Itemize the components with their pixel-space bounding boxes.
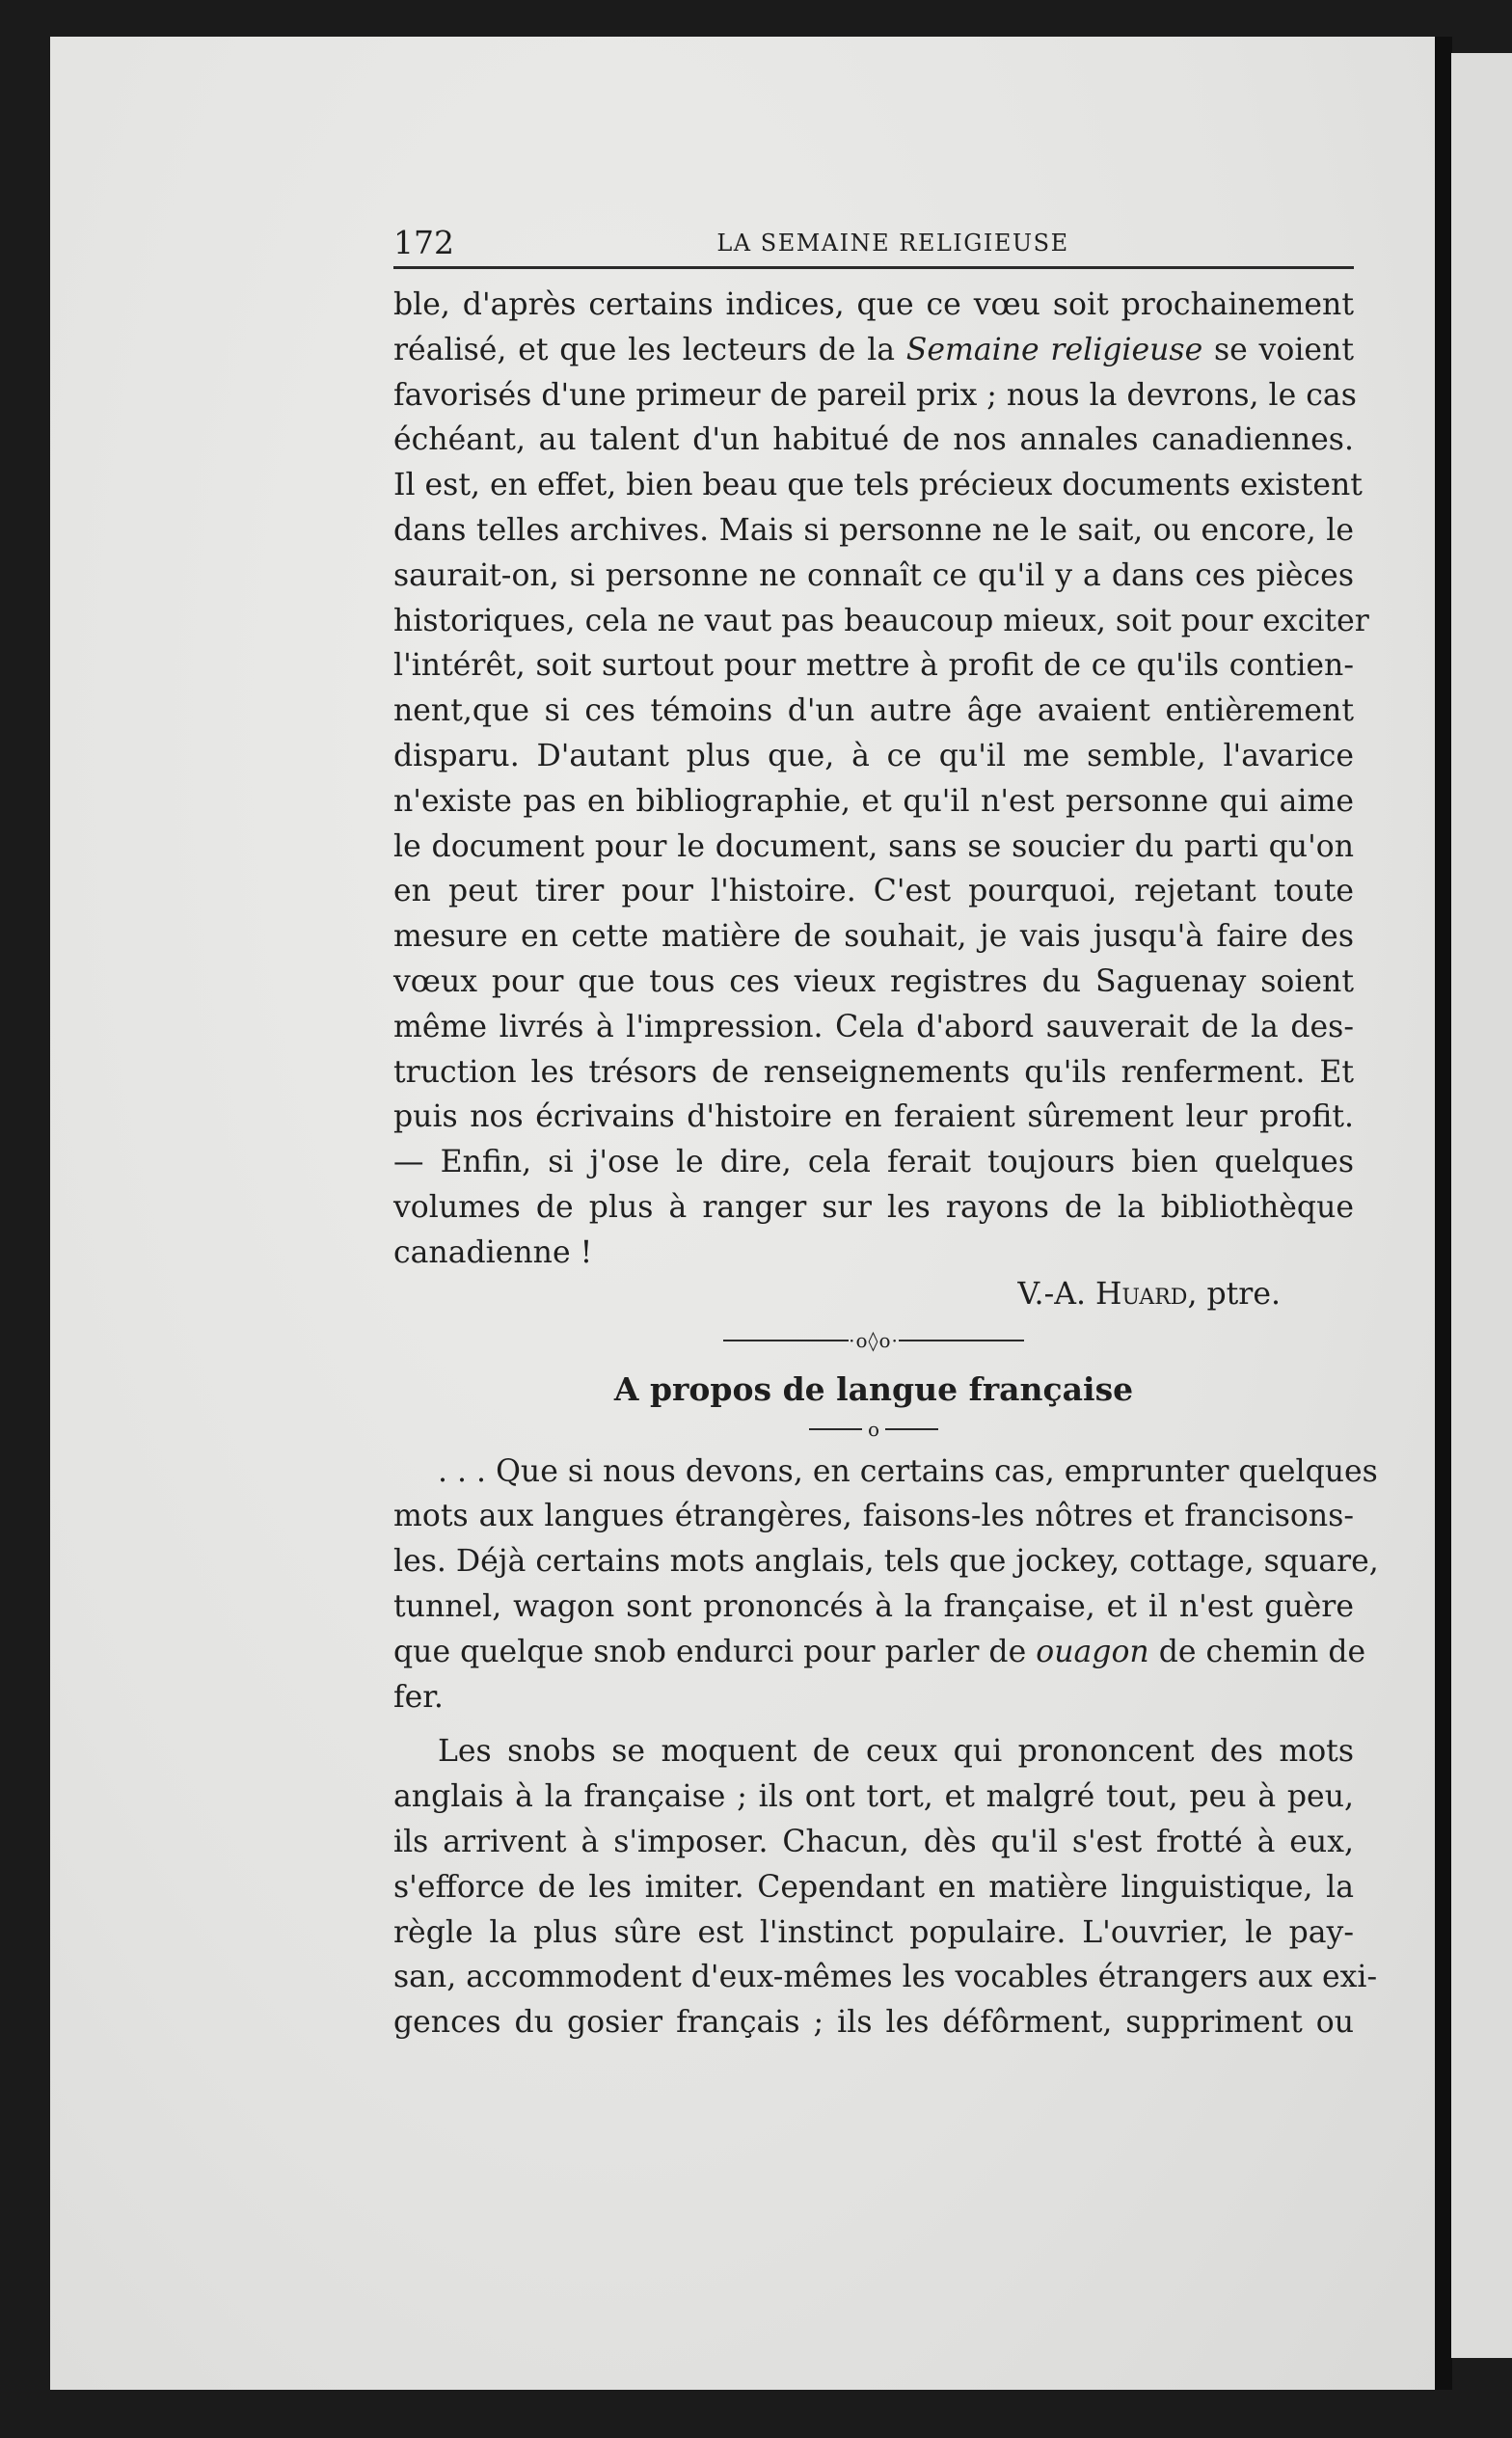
text-line: s'efforce de les imiter. Cependant en matière linguistique, la xyxy=(393,1869,1354,1905)
text-line: gences du gosier français ; ils les défôrment, suppriment ou xyxy=(393,2005,1354,2041)
text-line: tunnel, wagon sont prononcés à la française, et il n'est guère xyxy=(393,1588,1354,1624)
section-ornament xyxy=(393,1320,1354,1361)
text-line: historiques, cela ne vaut pas beaucoup mieux, soit pour exciter xyxy=(393,603,1369,638)
text-line: vœux pour que tous ces vieux registres du Saguenay soient xyxy=(393,963,1354,999)
ornament-rule-right xyxy=(899,1340,1024,1341)
text-line: en peut tirer pour l'histoire. C'est pourquoi, rejetant toute xyxy=(393,874,1354,909)
text-line: dans telles archives. Mais si personne ne le sait, ou encore, le xyxy=(393,512,1354,548)
ornament-rule-left xyxy=(723,1340,849,1341)
page-text-block xyxy=(393,212,1379,2045)
text-line: disparu. D'autant plus que, à ce qu'il me semble, l'avarice xyxy=(393,738,1354,773)
signature-initials: V.-A. xyxy=(1017,1276,1086,1312)
text-line: que quelque snob endurci pour parler de ouagon de chemin de xyxy=(393,1634,1366,1669)
text-line: mots aux langues étrangères, faisons-les nôtres et francisons- xyxy=(393,1499,1354,1534)
article-title: A propos de langue française xyxy=(613,1369,1134,1408)
next-page-edge xyxy=(1451,53,1512,2358)
text-line: truction les trésors de renseignements qu'ils renferment. Et xyxy=(393,1054,1354,1090)
text-line: ble, d'après certains indices, que ce vœu soit prochainement xyxy=(393,287,1354,322)
author-signature xyxy=(393,1272,1354,1316)
signature-suffix: , ptre. xyxy=(1187,1276,1281,1312)
running-head xyxy=(393,212,1354,269)
article-paragraph-1 xyxy=(393,1449,1379,1720)
text-line: puis nos écrivains d'histoire en feraient sûrement leur profit. xyxy=(393,1099,1354,1135)
page-number: 172 xyxy=(393,224,454,261)
text-line: ils arrivent à s'imposer. Chacun, dès qu'il s'est frotté à eux, xyxy=(393,1824,1354,1859)
text-line: fer. xyxy=(393,1679,444,1715)
text-line: mesure en cette matière de souhait, je vais jusqu'à faire des xyxy=(393,919,1354,955)
title-divider xyxy=(393,1415,1354,1444)
text-line: nent,que si ces témoins d'un autre âge avaient entièrement xyxy=(393,693,1354,729)
text-line: l'intérêt, soit surtout pour mettre à profit de ce qu'ils contien- xyxy=(393,648,1354,684)
signature-surname: Huard xyxy=(1095,1276,1188,1312)
text-line: saurait-on, si personne ne connaît ce qu'il y a dans ces pièces xyxy=(393,557,1354,593)
text-line: volumes de plus à ranger sur les rayons de la bibliothèque xyxy=(393,1189,1354,1225)
divider-rule-left xyxy=(809,1428,862,1430)
text-line: les. Déjà certains mots anglais, tels que jockey, cottage, square, xyxy=(393,1544,1379,1580)
text-line: — Enfin, si j'ose le dire, cela ferait toujours bien quelques xyxy=(393,1145,1354,1180)
page-gutter xyxy=(1435,37,1452,2390)
ornament-center: ·o◊o· xyxy=(849,1328,899,1352)
text-line: échéant, au talent d'un habitué de nos annales canadiennes. xyxy=(393,422,1354,458)
text-line: canadienne ! xyxy=(393,1234,593,1270)
paragraph-continuation xyxy=(393,283,1369,1276)
article-paragraph-2 xyxy=(393,1729,1378,2045)
text-line: san, accommodent d'eux-mêmes les vocables étrangers aux exi- xyxy=(393,1960,1378,1995)
text-line: règle la plus sûre est l'instinct populaire. L'ouvrier, le pay- xyxy=(393,1914,1354,1950)
text-line: même livrés à l'impression. Cela d'abord sauverait de la des- xyxy=(393,1009,1354,1044)
divider-center: o xyxy=(867,1417,880,1441)
text-line: favorisés d'une primeur de pareil prix ; nous la devrons, le cas xyxy=(393,377,1357,413)
text-line: Il est, en effet, bien beau que tels précieux documents existent xyxy=(393,468,1363,503)
text-line: n'existe pas en bibliographie, et qu'il n'est personne qui aime xyxy=(393,783,1354,819)
divider-rule-right xyxy=(885,1428,938,1430)
text-line: réalisé, et que les lecteurs de la Semaine religieuse se voient xyxy=(393,332,1354,367)
text-line: le document pour le document, sans se soucier du parti qu'on xyxy=(393,828,1354,864)
text-line: anglais à la française ; ils ont tort, et malgré tout, peu à peu, xyxy=(393,1779,1354,1815)
text-line: . . . Que si nous devons, en certains cas, emprunter quelques xyxy=(438,1453,1378,1489)
journal-title: LA SEMAINE RELIGIEUSE xyxy=(716,230,1069,257)
text-line: Les snobs se moquent de ceux qui prononcent des mots xyxy=(438,1734,1354,1770)
